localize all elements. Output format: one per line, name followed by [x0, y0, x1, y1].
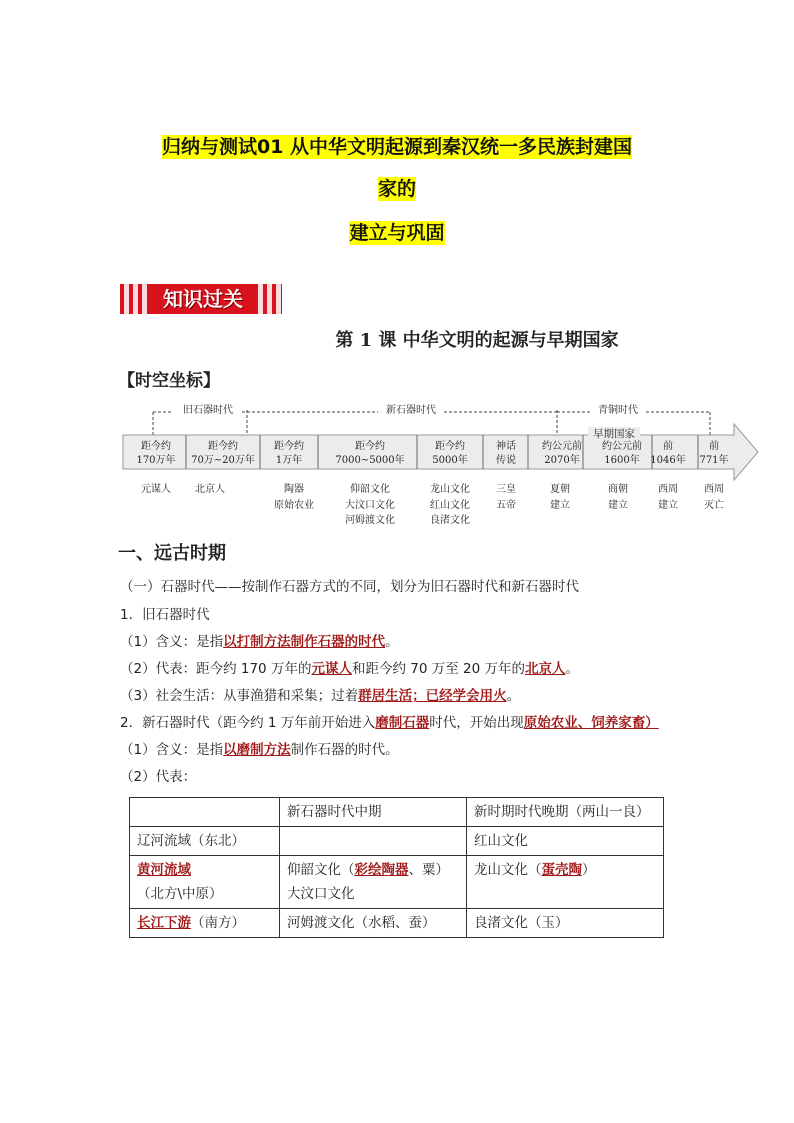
- timeline-point-9: 前 1046年: [650, 441, 686, 466]
- doc-title-line-1: 归纳与测试01 从中华文明起源到秦汉统一多民族封建国: [161, 136, 633, 158]
- timeline-label-7: 夏朝 建立: [550, 484, 570, 511]
- timeline-label-6: 三皇 五帝: [496, 484, 516, 511]
- table-cell: 长江下游（南方）: [130, 909, 280, 938]
- table-row: [130, 798, 664, 827]
- table-cell: 红山文化: [467, 827, 664, 856]
- table-row: [130, 827, 664, 856]
- table-cell: 辽河流域（东北）: [130, 827, 280, 856]
- table-cell: [280, 827, 467, 856]
- table-cell: 良渚文化（玉）: [467, 909, 664, 938]
- table-cell: 黄河流域（北方\中原）: [130, 856, 280, 909]
- timeline-point-4: 距今约 7000~5000年: [335, 441, 405, 466]
- coord-heading: 【时空坐标】: [118, 371, 220, 391]
- para-paleolithic-examples: （2）代表：距今约 170 万年的元谋人和距今约 70 万至 20 万年的北京人。: [120, 661, 579, 677]
- early-state-label: 早期国家: [588, 427, 640, 441]
- table-row: [130, 909, 664, 938]
- para-neolithic-heading: 2．新石器时代（距今约 1 万年前开始进入磨制石器时代，开始出现原始农业、饲养家畜）: [120, 715, 659, 731]
- timeline-label-5: 龙山文化 红山文化 良渚文化: [430, 484, 470, 526]
- timeline-point-1: 距今约 170万年: [136, 441, 176, 466]
- table-cell: 龙山文化（蛋壳陶）: [467, 856, 664, 909]
- era-label-paleolithic: 旧石器时代: [176, 404, 240, 418]
- table-cell: 河姆渡文化（水稻、蚕）: [280, 909, 467, 938]
- table-cell: [130, 798, 280, 827]
- timeline-point-8: 约公元前 1600年: [602, 441, 642, 466]
- timeline-point-6: 神话 传说: [496, 441, 516, 466]
- knowledge-banner: [120, 284, 282, 314]
- table-row: [130, 856, 664, 909]
- timeline-label-4: 仰韶文化 大汶口文化 河姆渡文化: [345, 484, 395, 526]
- timeline-label-3: 陶器 原始农业: [274, 484, 314, 511]
- para-paleolithic-heading: 1．旧石器时代: [120, 607, 210, 623]
- para-paleolithic-meaning: （1）含义：是指以打制方法制作石器的时代。: [120, 634, 399, 650]
- para-stone-age: （一）石器时代——按制作石器方式的不同，划分为旧石器时代和新石器时代: [120, 579, 579, 595]
- timeline-label-10: 西周 灭亡: [704, 484, 724, 511]
- timeline-label-8: 商朝 建立: [608, 484, 628, 511]
- banner-label: 知识过关: [163, 287, 243, 311]
- table-cell: 新石器时代中期: [280, 798, 467, 827]
- table-cell: 新时期时代晚期（两山一良）: [467, 798, 664, 827]
- section-heading: 一、远古时期: [118, 543, 226, 564]
- culture-table: [129, 797, 664, 938]
- para-paleolithic-life: （3）社会生活：从事渔猎和采集；过着群居生活；已经学会用火。: [120, 688, 521, 704]
- para-neolithic-meaning: （1）含义：是指以磨制方法制作石器的时代。: [120, 742, 399, 758]
- timeline-label-1: 元谋人: [141, 484, 171, 495]
- timeline-point-10: 前 771年: [699, 441, 729, 466]
- lesson-title: 第 1 课 中华文明的起源与早期国家: [335, 330, 619, 351]
- timeline-point-5: 距今约 5000年: [432, 441, 468, 466]
- table-cell: 仰韶文化（彩绘陶器、粟） 大汶口文化: [280, 856, 467, 909]
- timeline-label-2: 北京人: [195, 484, 225, 495]
- doc-title-line-3: 建立与巩固: [349, 222, 445, 244]
- era-label-neolithic: 新石器时代: [378, 404, 444, 418]
- timeline-label-9: 西周 建立: [658, 484, 678, 511]
- era-label-bronze: 青铜时代: [590, 404, 646, 418]
- timeline-point-3: 距今约 1万年: [274, 441, 304, 466]
- para-neolithic-examples: （2）代表：: [120, 769, 197, 785]
- timeline-point-7: 约公元前 2070年: [542, 441, 582, 466]
- doc-title-line-2: 家的: [377, 178, 416, 200]
- timeline-point-2: 距今约 70万~20万年: [191, 441, 255, 466]
